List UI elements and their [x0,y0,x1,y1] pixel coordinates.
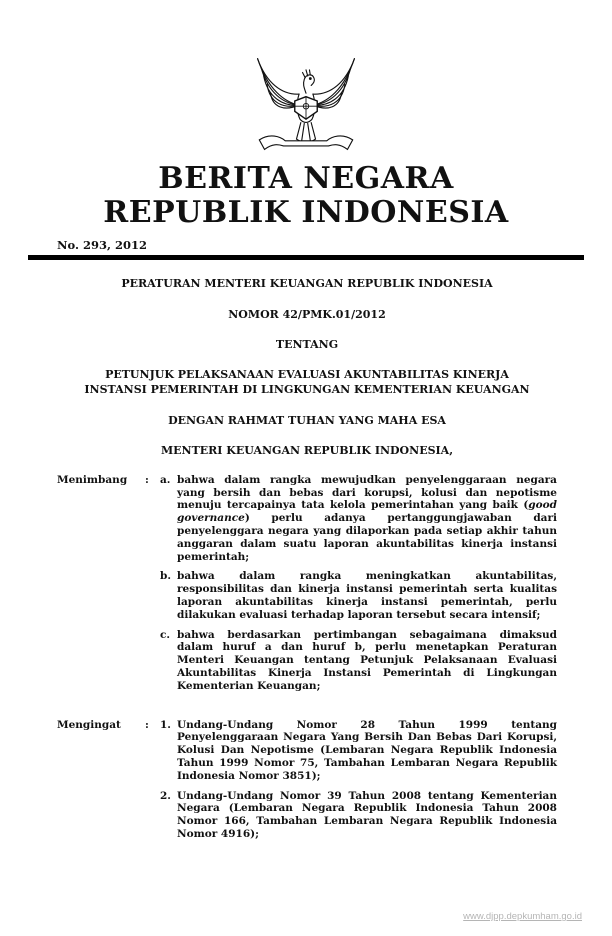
item-text [177,474,557,564]
garuda-emblem-icon [245,50,367,152]
footer-link[interactable]: www.djpp.depkumham.go.id [463,911,582,922]
masthead-title-line1: BERITA NEGARA [158,161,454,196]
issue-number: No. 293, 2012 [57,238,148,253]
mengingat-label: Mengingat [57,718,121,731]
item-marker: c. [160,628,171,641]
item-text: bahwa berdasarkan pertimbangan sebagaimana dimaksud dalam huruf a dan huruf b, perlu menetapkan Peraturan Menteri Keuangan tentang Petunjuk Pelaksanaan Evaluasi Akuntabilitas Kinerja Instansi Pemerintah di Lingkungan Kementerian Keuangan; [177,628,557,692]
item-text-pre: bahwa dalam rangka mewujudkan penyelenggaraan negara yang bersih dan bebas dari korupsi, kolusi dan nepotisme menuju tercapainya tata kelola pemerintahan yang baik ( [177,473,557,512]
item-text-italic: good governance [177,499,557,525]
authority-line: MENTERI KEUANGAN REPUBLIK INDONESIA, [160,444,454,458]
item-marker: a. [160,473,171,486]
consideration-item [160,629,557,693]
tentang-heading: TENTANG [275,338,339,351]
masthead-title-line2: REPUBLIK INDONESIA [103,194,509,230]
invocation-line: DENGAN RAHMAT TUHAN YANG MAHA ESA [168,414,446,427]
item-marker: b. [160,570,171,583]
consideration-item [160,570,557,621]
consideration-item [160,474,557,564]
mengingat-colon: : [145,718,149,731]
masthead-rule [28,255,584,260]
regulation-title: PERATURAN MENTERI KEUANGAN REPUBLIK INDONESIA [121,277,493,291]
emblem-container [0,0,612,156]
menimbang-label: Menimbang [57,473,128,486]
item-marker: 2. [160,789,171,802]
mengingat-section [57,719,557,841]
item-marker: 1. [160,718,171,731]
item-text-post: ) perlu adanya pertanggungjawaban dari penyelenggara negara yang dilaporkan pada setiap akhir tahun anggaran dalam suatu laporan akuntabilitas kinerja instansi pemerintah; [177,512,557,563]
subject-line2: INSTANSI PEMERINTAH DI LINGKUNGAN KEMENTERIAN KEUANGAN [84,382,530,396]
legal-basis-item [160,790,557,841]
item-text: Undang-Undang Nomor 28 Tahun 1999 tentang Penyelenggaraan Negara Yang Bersih Dan Bebas Dari Korupsi, Kolusi Dan Nepotisme (Lembaran Negara Republik Indonesia Tahun 1999 Nomor 75, Tambahan Lembaran Negara Republik Indonesia Nomor 3851); [177,718,557,782]
regulation-number: NOMOR 42/PMK.01/2012 [228,307,386,321]
menimbang-section [57,474,557,693]
subject-line1: PETUNJUK PELAKSANAAN EVALUASI AKUNTABILITAS KINERJA [105,368,509,382]
document-body [57,277,557,841]
menimbang-colon: : [145,473,149,486]
item-text: Undang-Undang Nomor 39 Tahun 2008 tentang Kementerian Negara (Lembaran Negara Republik Indonesia Tahun 2008 Nomor 166, Tambahan Lembaran Negara Republik Indonesia Nomor 4916); [177,789,557,840]
legal-basis-item [160,719,557,783]
item-text: bahwa dalam rangka meningkatkan akuntabilitas, responsibilitas dan kinerja instansi pemerintah serta kualitas laporan akuntabilitas kinerja instansi pemerintah, perlu dilakukan evaluasi terhadap laporan tersebut secara intensif; [177,570,557,621]
